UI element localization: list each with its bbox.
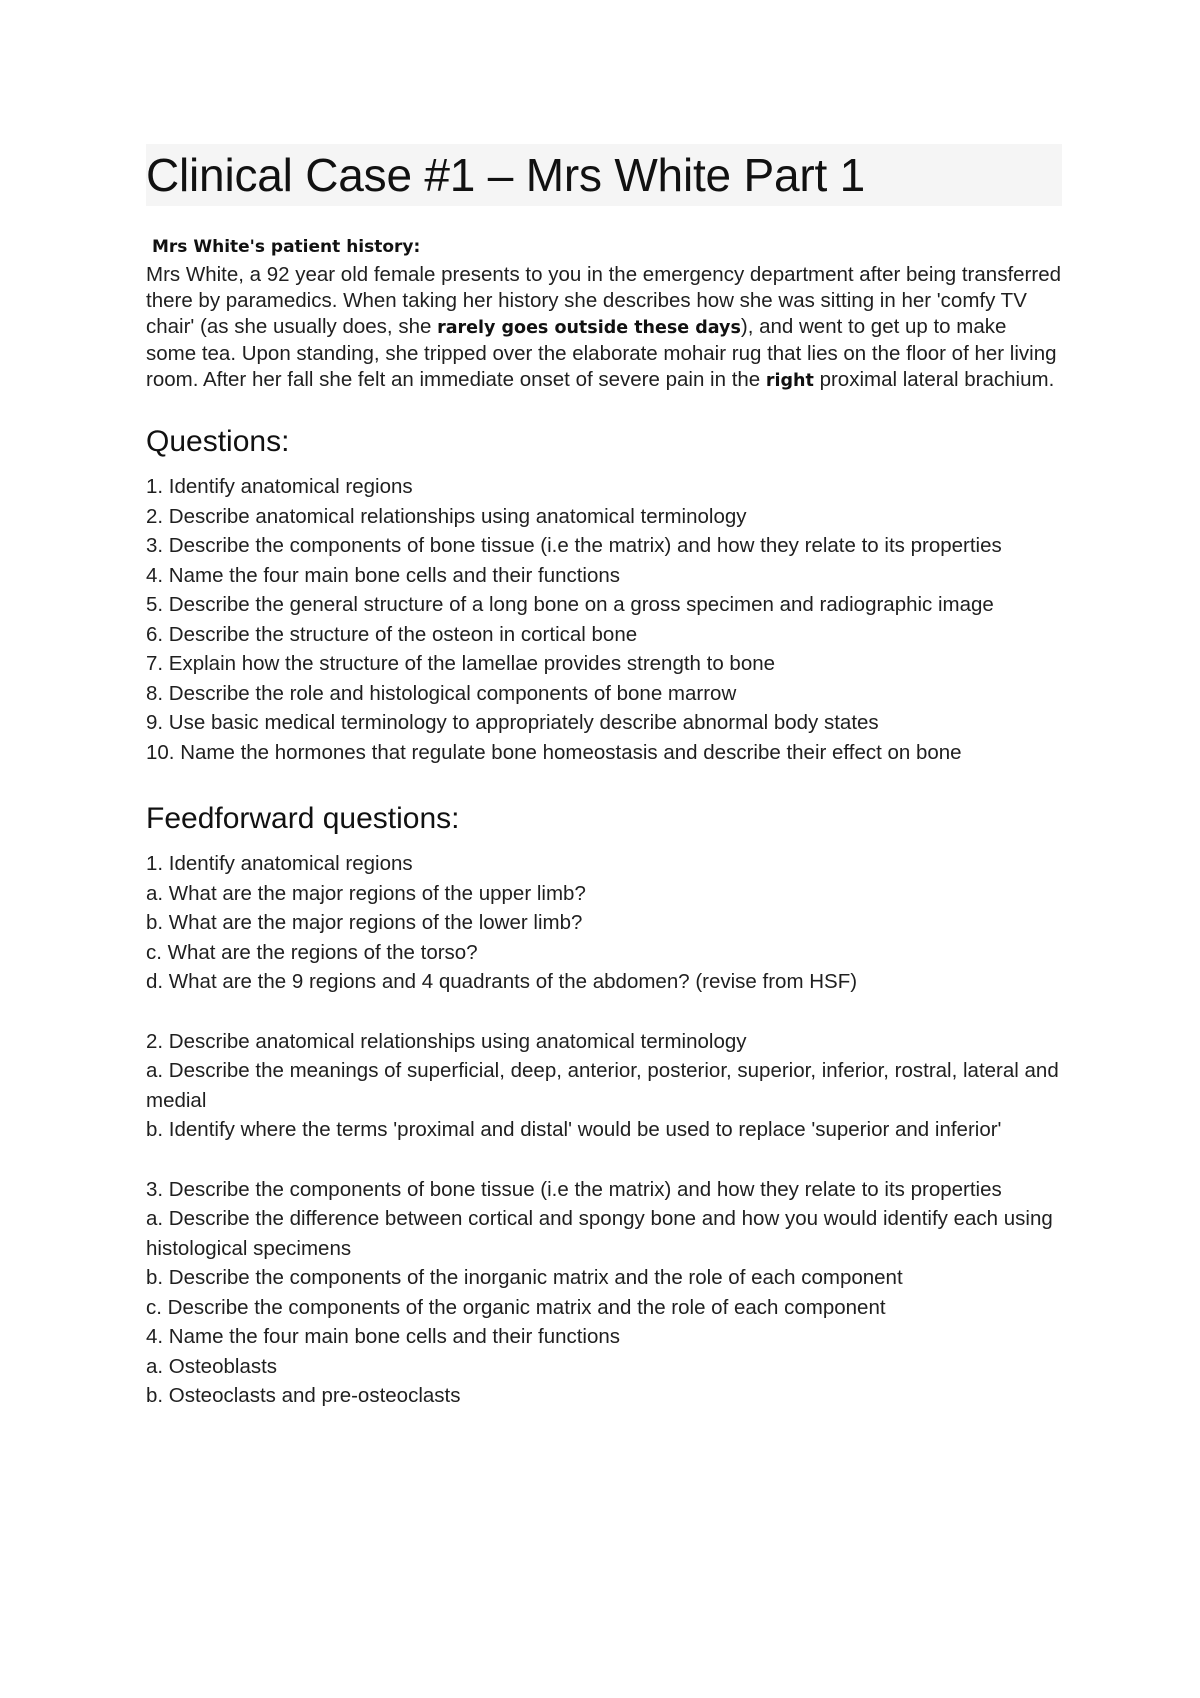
feedforward-item: c. What are the regions of the torso? bbox=[146, 940, 478, 964]
feedforward-group-3 bbox=[146, 1175, 1062, 1411]
feedforward-item: 3. Describe the components of bone tissue (i.e the matrix) and how they relate to its properties bbox=[146, 1177, 1002, 1201]
feedforward-item: c. Describe the components of the organic matrix and the role of each component bbox=[146, 1295, 886, 1319]
question-item: 7. Explain how the structure of the lamellae provides strength to bone bbox=[146, 652, 776, 675]
history-text-part: ), and went to get up to make some tea. Upon standing, she tripped over the elaborate mohair rug that lies on the floor of her living room. After her fall she felt an immediate onset of severe pain in the bbox=[146, 315, 1057, 391]
question-item: 1. Identify anatomical regions bbox=[146, 475, 413, 498]
feedforward-item: 4. Name the four main bone cells and their functions bbox=[146, 1325, 621, 1348]
feedforward-heading: Feedforward questions: bbox=[146, 802, 460, 835]
question-item: 3. Describe the components of bone tissue (i.e the matrix) and how they relate to its properties bbox=[146, 534, 1002, 557]
question-item: 9. Use basic medical terminology to appropriately describe abnormal body states bbox=[146, 711, 879, 734]
history-emphasis: rarely goes outside these days bbox=[437, 318, 741, 338]
feedforward-item: b. Identify where the terms 'proximal and distal' would be used to replace 'superior and inferior' bbox=[146, 1118, 1002, 1141]
title-banner bbox=[146, 144, 1062, 206]
feedforward-item: b. Osteoclasts and pre-osteoclasts bbox=[146, 1384, 461, 1407]
history-text-part: Mrs White, a 92 year old female presents to you in the emergency department after being transferred there by paramedics. When taking her history she describes how she was sitting in her 'comfy TV chair' (as she usually does, she bbox=[146, 263, 1061, 338]
patient-history-text bbox=[146, 262, 1062, 394]
question-item: 2. Describe anatomical relationships using anatomical terminology bbox=[146, 504, 747, 528]
feedforward-item: a. Osteoblasts bbox=[146, 1354, 278, 1378]
feedforward-item: b. Describe the components of the inorganic matrix and the role of each component bbox=[146, 1266, 903, 1289]
patient-history-section bbox=[146, 236, 1062, 394]
page-title: Clinical Case #1 – Mrs White Part 1 bbox=[146, 149, 866, 201]
document-page bbox=[146, 144, 1062, 1411]
paragraph-gap bbox=[146, 1145, 1062, 1175]
question-item: 5. Describe the general structure of a long bone on a gross specimen and radiographic image bbox=[146, 593, 994, 616]
question-item: 4. Name the four main bone cells and their functions bbox=[146, 563, 621, 587]
feedforward-item: a. What are the major regions of the upper limb? bbox=[146, 881, 586, 905]
feedforward-item: b. What are the major regions of the lower limb? bbox=[146, 911, 583, 934]
paragraph-gap bbox=[146, 997, 1062, 1027]
question-item: 6. Describe the structure of the osteon in cortical bone bbox=[146, 622, 638, 646]
feedforward-item: a. Describe the meanings of superficial, deep, anterior, posterior, superior, inferior, rostral, lateral and medial bbox=[146, 1059, 1059, 1112]
question-item: 10. Name the hormones that regulate bone homeostasis and describe their effect on bone bbox=[146, 740, 962, 764]
feedforward-group-2 bbox=[146, 1027, 1062, 1145]
history-emphasis: right bbox=[765, 371, 814, 391]
history-text-part: proximal lateral brachium. bbox=[813, 368, 1055, 391]
feedforward-item: a. Describe the difference between cortical and spongy bone and how you would identify each using histological specimens bbox=[146, 1207, 1053, 1260]
feedforward-group-1 bbox=[146, 849, 1062, 997]
feedforward-item: 1. Identify anatomical regions bbox=[146, 852, 413, 875]
feedforward-item: 2. Describe anatomical relationships using anatomical terminology bbox=[146, 1029, 747, 1053]
patient-history-label: Mrs White's patient history: bbox=[152, 237, 421, 257]
questions-heading: Questions: bbox=[146, 425, 290, 458]
feedforward-item: d. What are the 9 regions and 4 quadrants of the abdomen? (revise from HSF) bbox=[146, 970, 858, 993]
question-item: 8. Describe the role and histological components of bone marrow bbox=[146, 681, 737, 705]
questions-list bbox=[146, 472, 1062, 767]
